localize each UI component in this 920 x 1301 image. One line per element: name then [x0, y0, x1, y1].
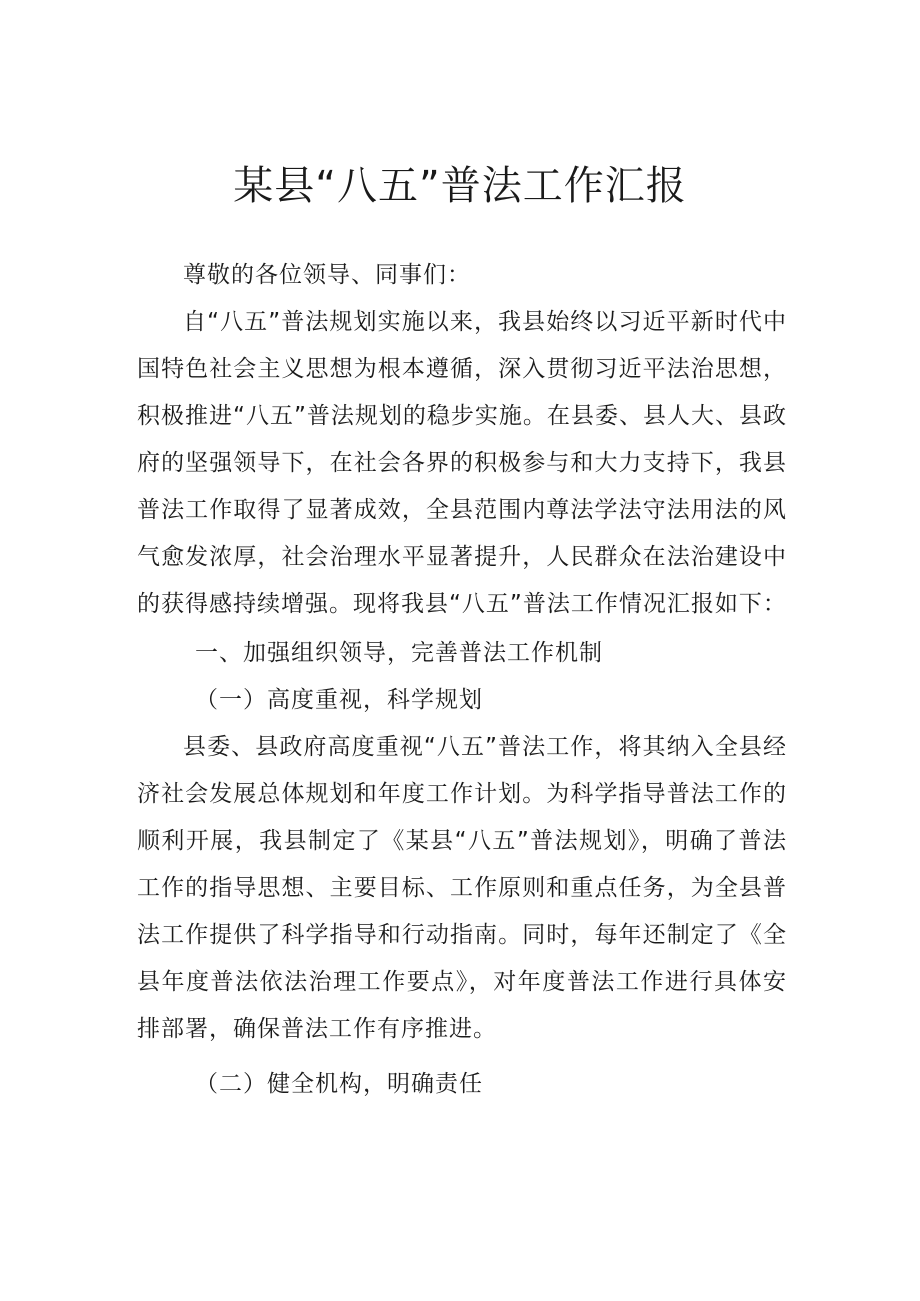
- section-heading: 一、加强组织领导，完善普法工作机制: [195, 640, 603, 666]
- greeting: 尊敬的各位领导、同事们：: [183, 262, 471, 288]
- subsection-paragraph: 县委、县政府高度重视“八五”普法工作，将其纳入全县经济社会发展总体规划和年度工作计划。为科学指导普法工作的顺利开展，我县制定了《某县“八五”普法规划》，明确了普法工作的指导思想、主要目标、工作原则和重点任务，为全县普法工作提供了科学指导和行动指南。同时，每年还制定了《全县年度普法依法治理工作要点》，对年度普法工作进行具体安排部署，确保普法工作有序推进。: [137, 734, 787, 1042]
- intro-paragraph: 自“八五”普法规划实施以来，我县始终以习近平新时代中国特色社会主义思想为根本遵循，深入贯彻习近平法治思想，积极推进“八五”普法规划的稳步实施。在县委、县人大、县政府的坚强领导下，在社会各界的积极参与和大力支持下，我县普法工作取得了显著成效，全县范围内尊法学法守法用法的风气愈发浓厚，社会治理水平显著提升，人民群众在法治建设中的获得感持续增强。现将我县“八五”普法工作情况汇报如下：: [137, 309, 787, 617]
- subsection-heading: （二）健全机构，明确责任: [195, 1071, 483, 1097]
- subsection-heading: （一）高度重视，科学规划: [195, 687, 483, 713]
- document-title: 某县“八五”普法工作汇报: [233, 163, 687, 209]
- document-body: [137, 252, 787, 1108]
